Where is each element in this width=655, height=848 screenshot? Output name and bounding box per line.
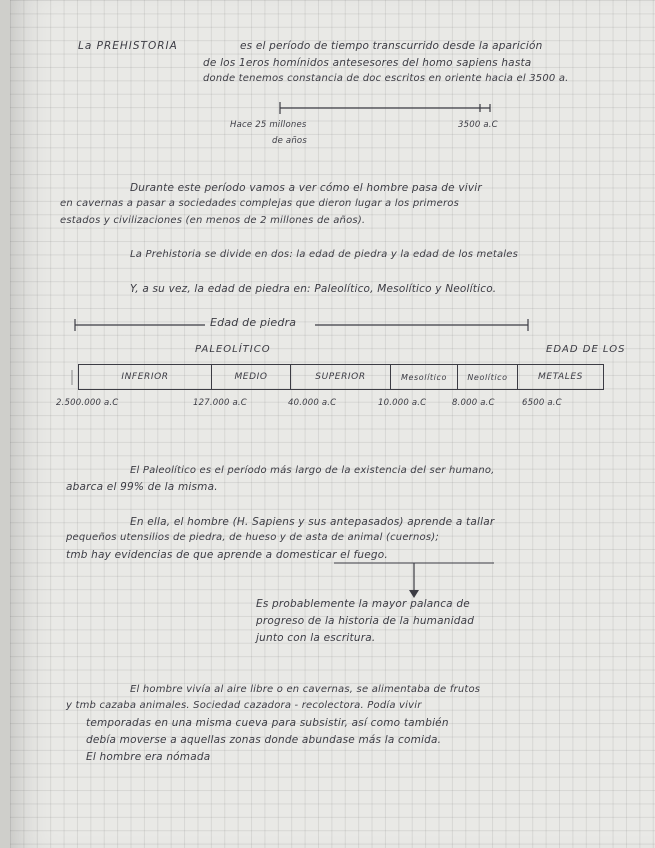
paragraph3-line-2: pequeños utensilios de piedra, de hueso y de asta de animal (cuernos);: [66, 532, 439, 543]
paragraph4-line-4: debía moverse a aquellas zonas donde abundase más la comida.: [86, 734, 442, 746]
date-6: 6500 a.C: [522, 398, 562, 408]
note-line-3: junto con la escritura.: [256, 632, 376, 644]
note-line-1: Es probablemente la mayor palanca de: [256, 598, 470, 610]
division-line-2: Y, a su vez, la edad de piedra en: Paleolítico, Mesolítico y Neolítico.: [130, 283, 497, 295]
paragraph2-line-1: El Paleolítico es el período más largo de la existencia del ser humano,: [130, 465, 495, 476]
timeline-start-label: Hace 25 millones: [230, 120, 307, 130]
paragraph4-line-3: temporadas en una misma cueva para subsistir, así como también: [86, 717, 449, 729]
date-3: 40.000 a.C: [288, 398, 337, 408]
cell-neolitico: Neolítico: [458, 365, 518, 389]
paragraph1-line-1: Durante este período vamos a ver cómo el hombre pasa de vivir: [130, 182, 482, 194]
cell-medio: MEDIO: [212, 365, 291, 389]
note-line-2: progreso de la historia de la humanidad: [256, 615, 475, 627]
paragraph4-line-5: El hombre era nómada: [86, 751, 211, 763]
date-4: 10.000 a.C: [378, 398, 427, 408]
date-5: 8.000 a.C: [452, 398, 495, 408]
cell-metales: METALES: [538, 372, 583, 382]
date-1: 2.500.000 a.C: [56, 398, 119, 408]
date-2: 127.000 a.C: [193, 398, 247, 408]
timeline-end-label: 3500 a.C: [458, 120, 498, 130]
period-timeline-table: [78, 364, 604, 390]
cell-inferior: INFERIOR: [79, 365, 212, 389]
page-title: La PREHISTORIA: [78, 40, 178, 52]
paragraph3-line-3: tmb hay evidencias de que aprende a domesticar el fuego.: [66, 549, 388, 561]
timeline-start-label-2: de años: [272, 136, 307, 146]
cell-superior: SUPERIOR: [291, 365, 391, 389]
paragraph3-line-1: En ella, el hombre (H. Sapiens y sus antepasados) aprende a tallar: [130, 516, 495, 528]
paragraph1-line-3: estados y civilizaciones (en menos de 2 millones de años).: [60, 215, 366, 226]
paragraph4-line-1: El hombre vivía al aire libre o en cavernas, se alimentaba de frutos: [130, 684, 481, 695]
paragraph1-line-2: en cavernas a pasar a sociedades complejas que dieron lugar a los primeros: [60, 198, 459, 209]
intro-line-2: de los 1eros homínidos antesesores del homo sapiens hasta: [203, 57, 532, 69]
paragraph2-line-2: abarca el 99% de la misma.: [66, 481, 218, 493]
paragraph4-line-2: y tmb cazaba animales. Sociedad cazadora - recolectora. Podía vivir: [66, 700, 422, 711]
intro-line-1: es el período de tiempo transcurrido desde la aparición: [240, 40, 543, 52]
edad-piedra-label: Edad de piedra: [210, 316, 297, 329]
division-line-1: La Prehistoria se divide en dos: la edad de piedra y la edad de los metales: [130, 249, 519, 260]
edad-metales-label: EDAD DE LOS: [546, 344, 626, 355]
paleolitico-label: PALEOLÍTICO: [195, 344, 271, 355]
intro-line-3: donde tenemos constancia de doc escritos en oriente hacia el 3500 a.: [203, 73, 569, 84]
cell-mesolitico: Mesolítico: [391, 365, 458, 389]
